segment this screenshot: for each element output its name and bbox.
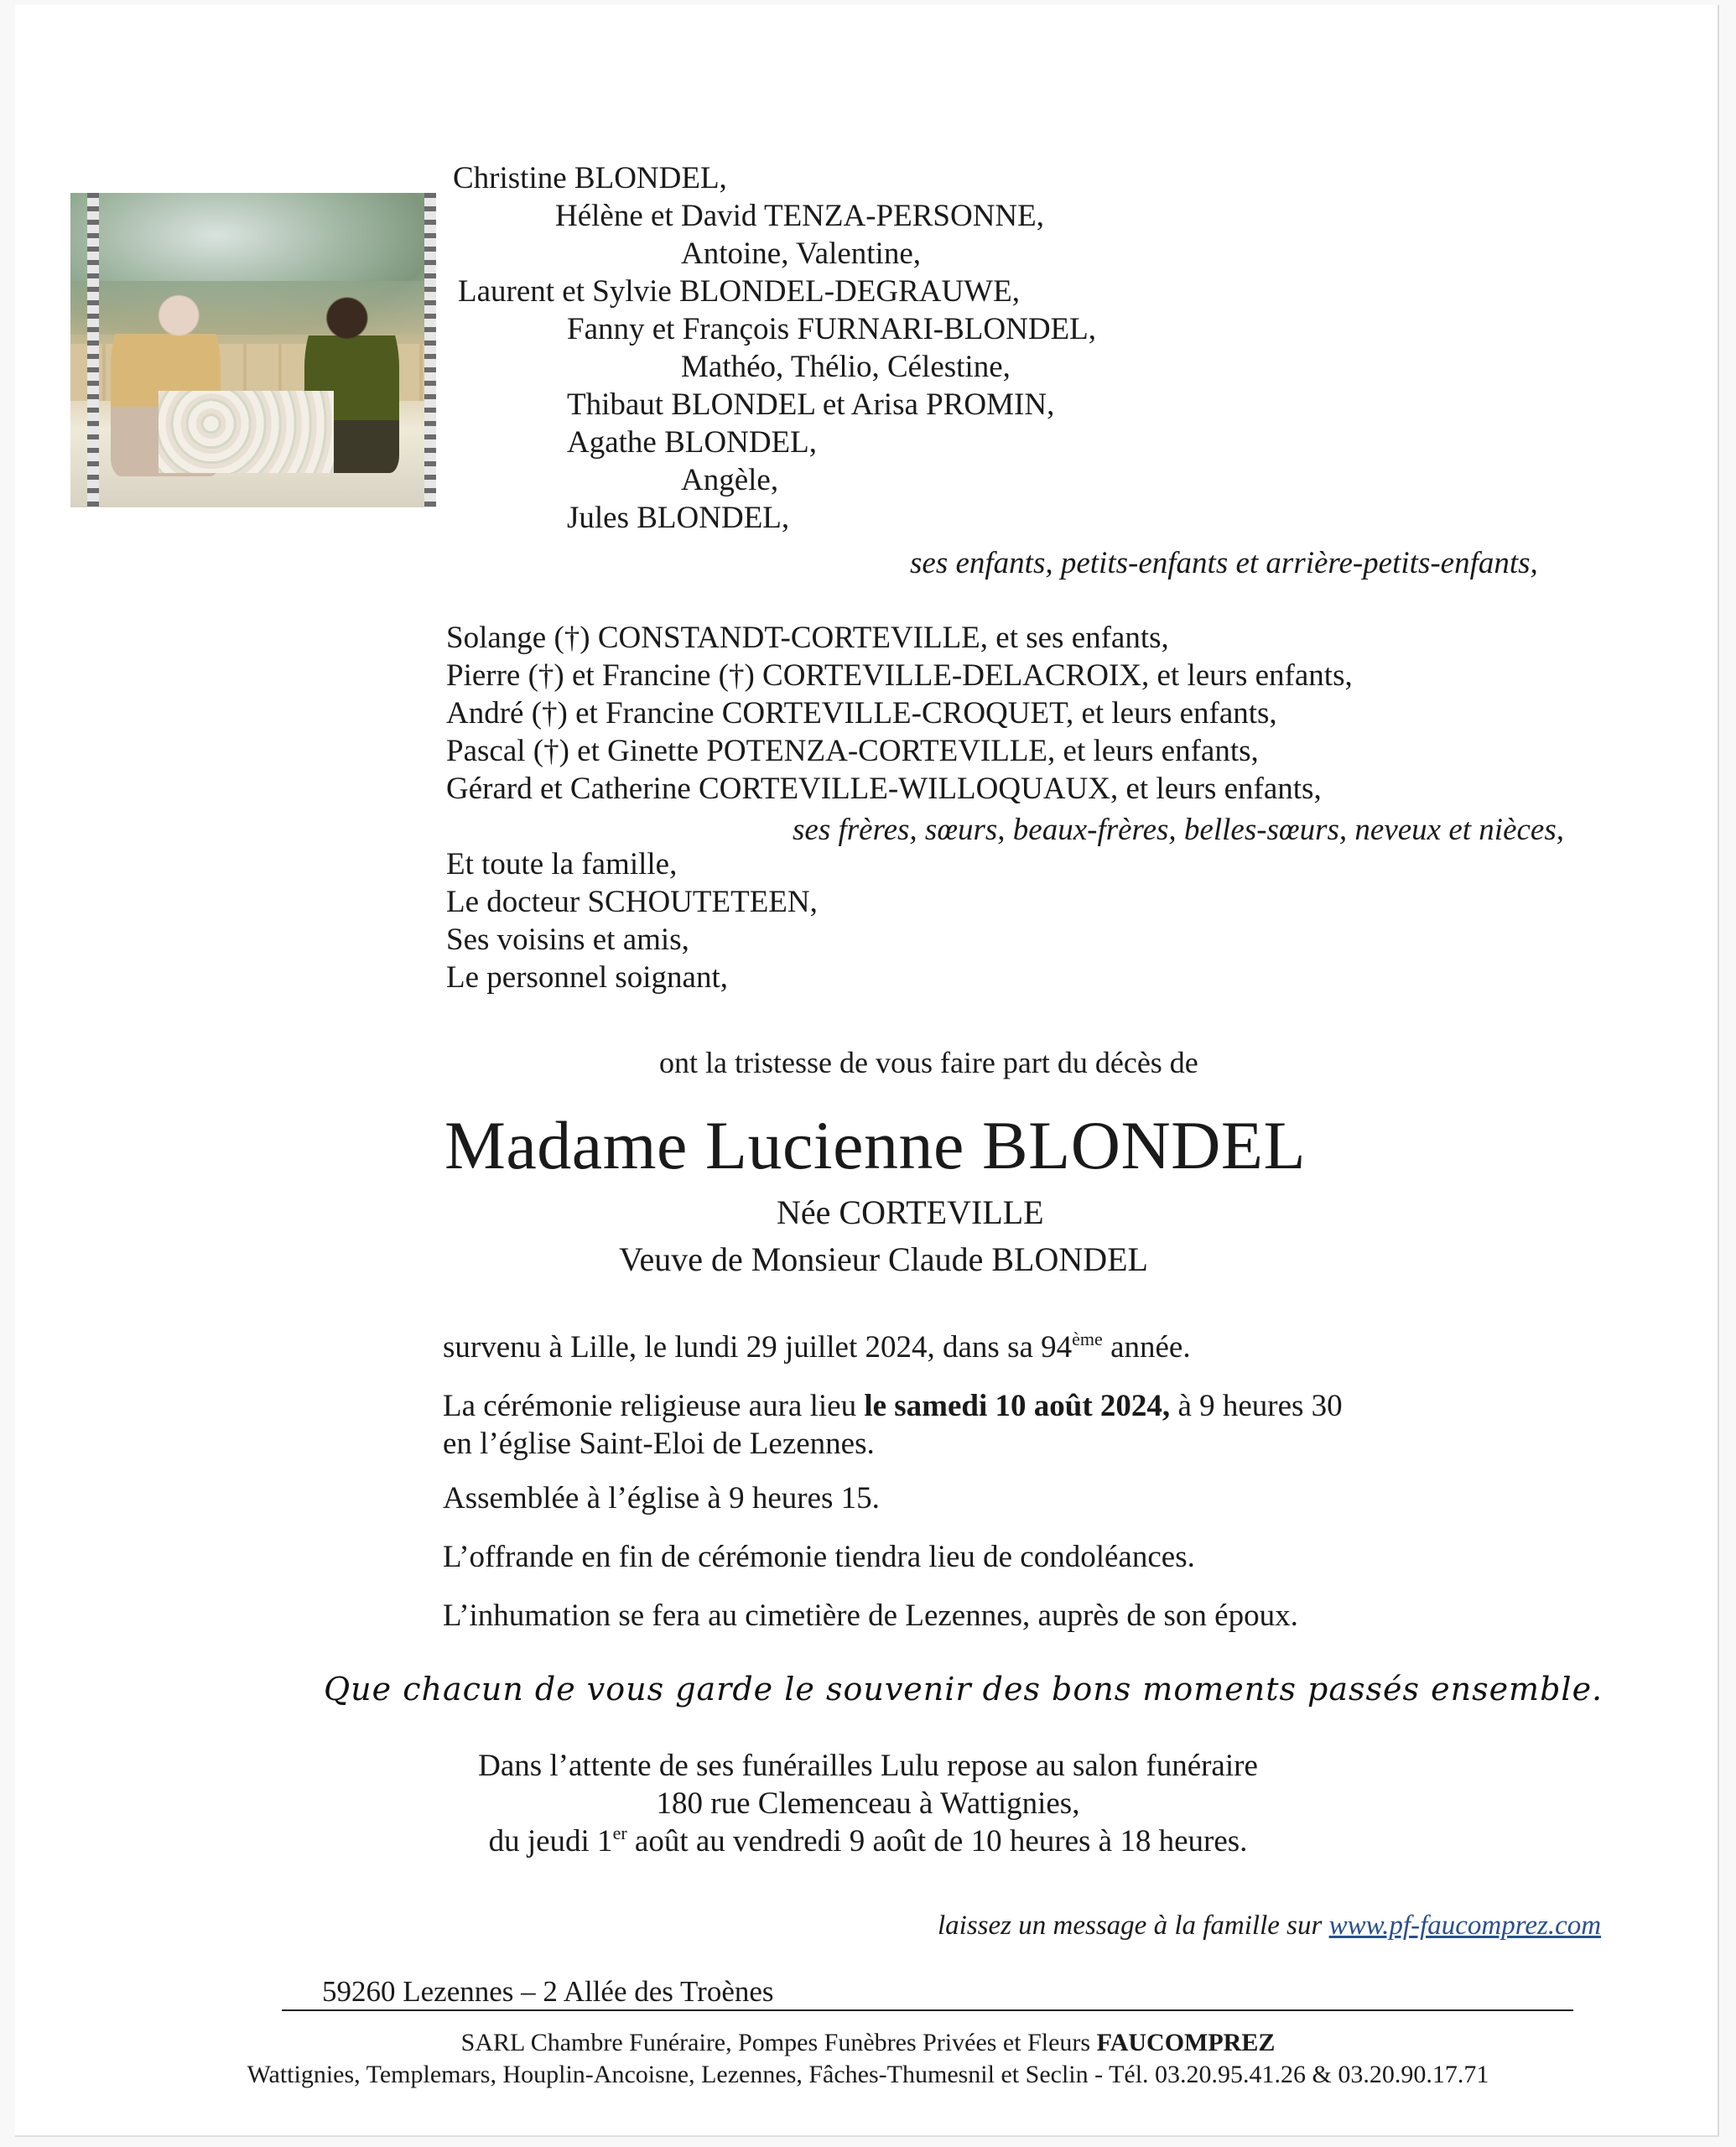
family-line: Fanny et François FURNARI-BLONDEL, (567, 312, 1097, 346)
viewing-line-3: du jeudi 1er août au vendredi 9 août de 10 heures à 18 heures. (488, 1822, 1248, 1858)
sibling-line: André (†) et Francine CORTEVILLE-CROQUET, et leurs enfants, (446, 696, 1277, 730)
viewing-line-2: 180 rue Clemenceau à Wattignies, (656, 1786, 1080, 1821)
announcement: ont la tristesse de vous faire part du décès de (659, 1046, 1198, 1079)
burial-line: L’inhumation se fera au cimetière de Lezennes, auprès de son époux. (443, 1599, 1298, 1633)
family-line: Laurent et Sylvie BLONDEL-DEGRAUWE, (458, 274, 1020, 309)
children-caption: ses enfants, petits-enfants et arrière-petits-enfants, (910, 546, 1538, 580)
siblings-caption: ses frères, sœurs, beaux-frères, belles-sœurs, neveux et nièces, (793, 813, 1564, 847)
offering-line: L’offrande en fin de cérémonie tiendra lieu de condoléances. (443, 1540, 1195, 1574)
sibling-line: Pascal (†) et Ginette POTENZA-CORTEVILLE, et leurs enfants, (446, 734, 1259, 768)
couple-photo (70, 193, 436, 507)
family-address: 59260 Lezennes – 2 Allée des Troènes (322, 1975, 774, 2008)
deceased-name: Madame Lucienne BLONDEL (444, 1107, 1307, 1183)
others-line: Le personnel soignant, (446, 960, 728, 995)
ceremony-line: La cérémonie religieuse aura lieu le samedi 10 août 2024, à 9 heures 30 (443, 1389, 1343, 1423)
others-line: Et toute la famille, (446, 847, 678, 881)
family-line: Angèle, (681, 463, 779, 497)
family-line: Jules BLONDEL, (567, 501, 790, 535)
ceremony-place: en l’église Saint-Eloi de Lezennes. (443, 1427, 875, 1461)
message-line: laissez un message à la famille sur www.pf-faucomprez.com (938, 1910, 1602, 1941)
funeral-home-link[interactable]: www.pf-faucomprez.com (1328, 1910, 1602, 1941)
maiden-name: Née CORTEVILLE (777, 1193, 1044, 1231)
footer-company: SARL Chambre Funéraire, Pompes Funèbres Privées et Fleurs FAUCOMPREZ (460, 2029, 1276, 2056)
sibling-line: Gérard et Catherine CORTEVILLE-WILLOQUAUX, et leurs enfants, (446, 772, 1322, 806)
family-line: Hélène et David TENZA-PERSONNE, (555, 199, 1044, 233)
family-line: Christine BLONDEL, (453, 161, 727, 195)
family-line: Thibaut BLONDEL et Arisa PROMIN, (567, 387, 1055, 422)
memorial-quote: Que chacun de vous garde le souvenir des bons moments passés ensemble. (324, 1671, 1603, 1708)
family-line: Mathéo, Thélio, Célestine, (681, 350, 1011, 384)
family-line: Antoine, Valentine, (681, 237, 922, 271)
others-line: Ses voisins et amis, (446, 923, 689, 957)
others-line: Le docteur SCHOUTETEEN, (446, 885, 818, 919)
footer-locations: Wattignies, Templemars, Houplin-Ancoisne, Lezennes, Fâches-Thumesnil et Seclin - Tél. 03.20.95.41.26 & 03.20.90.17.71 (247, 2061, 1489, 2088)
assembly-line: Assemblée à l’église à 9 heures 15. (443, 1481, 880, 1515)
sibling-line: Solange (†) CONSTANDT-CORTEVILLE, et ses enfants, (446, 621, 1169, 655)
death-notice: survenu à Lille, le lundi 29 juillet 2024, dans sa 94ème année. (443, 1328, 1191, 1365)
sibling-line: Pierre (†) et Francine (†) CORTEVILLE-DELACROIX, et leurs enfants, (446, 658, 1353, 693)
family-line: Agathe BLONDEL, (567, 425, 817, 460)
viewing-line-1: Dans l’attente de ses funérailles Lulu repose au salon funéraire (478, 1749, 1258, 1783)
widow-of: Veuve de Monsieur Claude BLONDEL (619, 1240, 1148, 1278)
footer-divider (282, 2009, 1573, 2011)
